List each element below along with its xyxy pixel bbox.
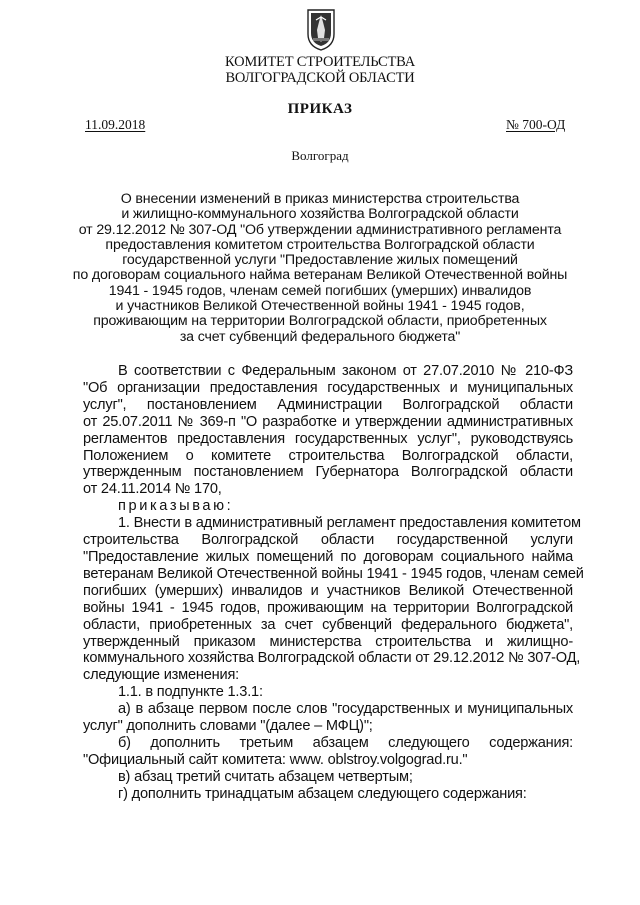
- body-line: области, приобретенных за счет субвенций федерального бюджета",: [83, 616, 573, 633]
- body-line: 1. Внести в административный регламент предоставления комитетом: [118, 515, 581, 532]
- body-line: б) дополнить третьим абзацем следующего содержания:: [118, 734, 573, 751]
- body-line: 1.1. в подпункте 1.3.1:: [118, 684, 263, 701]
- body-line: погибших (умерших) инвалидов и участников Великой Отечественной: [83, 582, 573, 599]
- document-body: [83, 363, 584, 803]
- document-city: Волгоград: [291, 148, 349, 163]
- document-date: 11.09.2018: [85, 117, 146, 132]
- body-line: Положением о комитете строительства Волгоградской области,: [83, 447, 573, 464]
- body-line: а) в абзаце первом после слов "государственных и муниципальных: [118, 701, 573, 718]
- body-line: утвержденным постановлением Губернатора Волгоградской области: [83, 464, 573, 481]
- body-line: коммунального хозяйства Волгоградской области от 29.12.2012 № 307-ОД,: [83, 650, 581, 667]
- title-line: и участников Великой Отечественной войны 1941 - 1945 годов,: [115, 298, 525, 315]
- body-line: "Официальный сайт комитета: www. oblstroy.volgograd.ru.": [83, 751, 468, 768]
- title-line: и жилищно-коммунального хозяйства Волгоградской области: [121, 206, 519, 223]
- body-line: войны 1941 - 1945 годов, проживающим на территории Волгоградской: [83, 599, 573, 616]
- body-line: следующие изменения:: [83, 667, 240, 684]
- title-line: по договорам социального найма ветеранам Великой Отечественной войны: [72, 267, 568, 284]
- org-name-line2: ВОЛГОГРАДСКОЙ ОБЛАСТИ: [225, 70, 415, 86]
- body-line: В соответствии с Федеральным законом от 27.07.2010 № 210-ФЗ: [118, 363, 573, 379]
- body-line: в) абзац третий считать абзацем четвертым;: [118, 768, 413, 785]
- title-line: предоставления комитетом строительства Волгоградской области: [105, 236, 535, 253]
- body-line: регламентов предоставления государственных услуг", руководствуясь: [83, 430, 573, 447]
- body-line: от 24.11.2014 № 170,: [83, 481, 222, 498]
- title-line: 1941 - 1945 годов, членам семей погибших (умерших) инвалидов: [108, 282, 532, 299]
- body-line: услуг" дополнить словами "(далее – МФЦ)";: [83, 718, 373, 735]
- body-line: строительства Волгоградской области государственной услуги: [83, 532, 573, 549]
- title-line: от 29.12.2012 № 307-ОД "Об утверждении административного регламента: [78, 221, 562, 238]
- document-title: [60, 192, 580, 345]
- body-line: утвержденный приказом министерства строительства и жилищно-: [83, 633, 573, 650]
- body-line: "Об организации предоставления государственных и муниципальных: [83, 379, 573, 396]
- org-name-line1: КОМИТЕТ СТРОИТЕЛЬСТВА: [225, 54, 415, 70]
- body-line: услуг", постановлением Администрации Волгоградской области: [83, 396, 573, 413]
- volgograd-emblem-icon: [306, 8, 336, 52]
- title-line: за счет субвенций федерального бюджета": [179, 328, 461, 345]
- body-line: ветеранам Великой Отечественной войны 1941 - 1945 годов, членам семей: [83, 565, 584, 582]
- title-line: проживающим на территории Волгоградской области, приобретенных: [93, 313, 547, 330]
- document-number: № 700-ОД: [506, 117, 566, 132]
- document-type: ПРИКАЗ: [287, 101, 353, 117]
- title-line: О внесении изменений в приказ министерства строительства: [120, 191, 520, 207]
- order-word: приказываю:: [118, 498, 234, 515]
- body-line: г) дополнить тринадцатым абзацем следующего содержания:: [118, 785, 527, 802]
- body-line: "Предоставление жилых помещений по договорам социального найма: [83, 548, 573, 565]
- body-line: от 25.07.2011 № 369-п "О разработке и утверждении административных: [83, 413, 573, 430]
- title-line: государственной услуги "Предоставление жилых помещений: [122, 252, 518, 269]
